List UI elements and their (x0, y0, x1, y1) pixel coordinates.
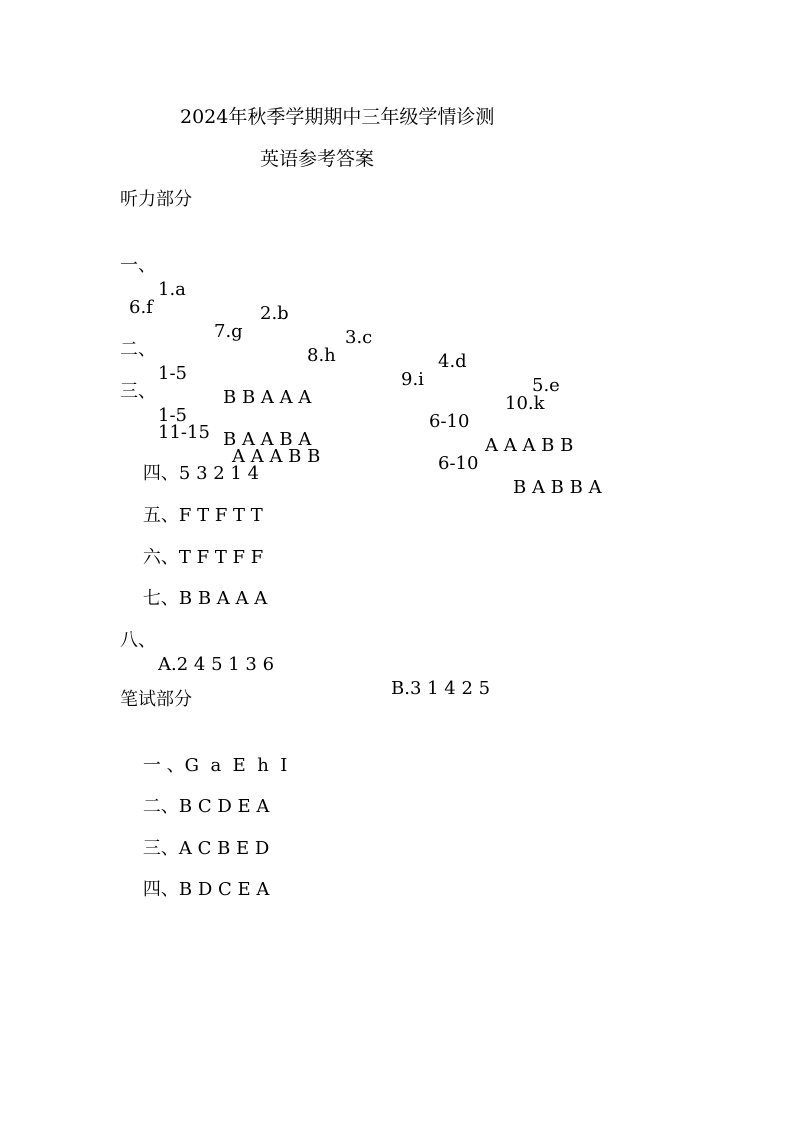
answer-range: 11-15 (158, 422, 210, 443)
answer-item: 1.a (158, 279, 186, 300)
answer-item: 7.g (214, 321, 243, 342)
answer-item: B A A B A (223, 429, 312, 450)
listening-heading: 听力部分 (120, 189, 192, 210)
written-q2-label: 二、 (142, 796, 179, 817)
answer-item: B.3 1 4 2 5 (391, 678, 491, 699)
listening-q1-label: 一、 (120, 255, 156, 276)
listening-q8 (120, 605, 620, 699)
answer-range: 6-10 (438, 453, 479, 474)
written-heading: 笔试部分 (120, 689, 192, 710)
document-subtitle: 英语参考答案 (260, 148, 375, 170)
answer-range: 6-10 (429, 411, 470, 432)
listening-q8-label: 八、 (120, 630, 156, 651)
written-q3-label: 三、 (142, 838, 179, 859)
answer-item: B C D E A (178, 796, 270, 817)
answer-item: 4.d (438, 351, 467, 372)
answer-item: B A B B A (513, 477, 602, 498)
answer-item: 2.b (260, 303, 289, 324)
answer-item: 6.f (129, 297, 153, 318)
answer-item: 9.i (401, 369, 424, 390)
listening-q2-label: 二、 (120, 339, 156, 360)
answer-item: 8.h (307, 345, 336, 366)
answer-item: B B A A A (223, 387, 312, 408)
listening-q6-label: 六、 (142, 547, 179, 568)
answer-item: A C B E D (178, 838, 270, 859)
written-q4-label: 四、 (142, 879, 179, 900)
written-q1-label: 一 、 (142, 755, 185, 776)
answer-item: 5.e (532, 375, 560, 396)
answer-range: 1-5 (158, 363, 187, 384)
listening-q3-label: 三、 (120, 381, 156, 402)
answer-item: 3.c (345, 327, 373, 348)
answer-item: A.2 4 5 1 3 6 (158, 654, 275, 675)
answer-item: A A A B B (485, 435, 574, 456)
answer-item: B B A A A (178, 588, 268, 609)
answer-item: A A A B B (232, 446, 321, 467)
document-title: 2024年秋季学期期中三年级学情诊测 (180, 106, 495, 128)
written-q4 (120, 854, 269, 926)
answer-item: B D C E A (178, 879, 270, 900)
answer-item: F T F T T (178, 505, 263, 526)
answer-item: 5 3 2 1 4 (178, 463, 260, 484)
answer-range: 1-5 (158, 405, 187, 426)
listening-q5-label: 五、 (142, 505, 179, 526)
answer-item: T F T F F (178, 547, 264, 568)
answer-item: 10.k (505, 393, 545, 414)
answer-item: G a E h I (184, 755, 288, 776)
listening-q7-label: 七、 (142, 588, 179, 609)
listening-q4-label: 四、 (142, 463, 179, 484)
